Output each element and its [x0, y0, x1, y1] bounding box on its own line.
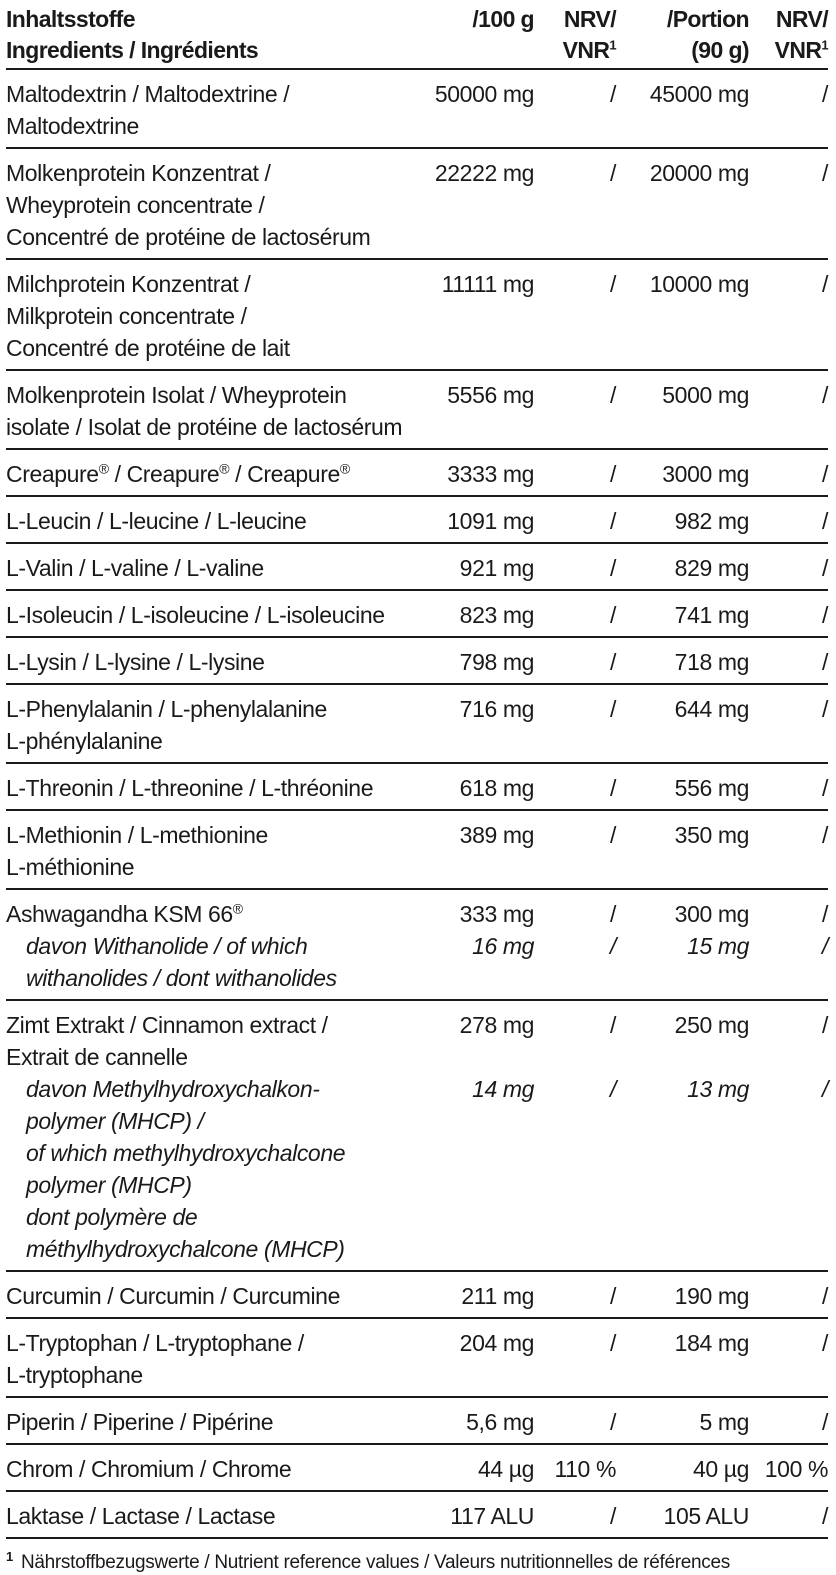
nrv-per-100g — [534, 543, 616, 590]
nrv-per-100g-value: / — [610, 508, 616, 534]
footnote-mark: 1 — [609, 37, 616, 53]
nrv-per-100g — [534, 1271, 616, 1318]
ingredient-name — [6, 1271, 424, 1318]
nrv-per-100g-value: / — [610, 775, 616, 801]
value-per-portion-value: 829 mg — [674, 555, 749, 581]
nrv-per-portion — [749, 449, 828, 496]
footnote-text: Nährstoffbezugswerte / Nutrient reference values / Valeurs nutritionnelles de références — [20, 1552, 730, 1573]
value-per-100g — [424, 637, 534, 684]
nrv-per-portion-value: / — [822, 696, 828, 722]
nrv-per-portion — [749, 1444, 828, 1491]
value-per-100g — [424, 1318, 534, 1397]
header-per-100g — [424, 0, 534, 69]
nrv-per-100g — [534, 148, 616, 259]
table-row — [6, 810, 828, 889]
header-ingredients-en-fr: Ingredients / Ingrédients — [6, 37, 259, 63]
nrv-per-portion-value: / — [822, 382, 828, 408]
value-per-100g-value: 798 mg — [459, 649, 534, 675]
ingredient-name-line: Zimt Extrakt / Cinnamon extract / — [6, 1012, 328, 1038]
value-per-100g-value: 50000 mg — [434, 81, 534, 107]
ingredients-table — [6, 0, 828, 1539]
value-per-portion-value: 15 mg — [687, 933, 749, 959]
value-per-portion — [616, 1491, 749, 1538]
ingredient-name-line: Extrait de cannelle — [6, 1044, 188, 1070]
table-row — [6, 889, 828, 1000]
header-vnr-label: VNR — [774, 37, 822, 63]
footnote-mark: 1 — [6, 1548, 13, 1564]
table-row — [6, 763, 828, 810]
value-per-portion-value: 300 mg — [674, 901, 749, 927]
value-per-portion — [616, 684, 749, 763]
value-per-portion — [616, 1000, 749, 1271]
nrv-per-portion-value: / — [822, 555, 828, 581]
value-per-portion-value — [616, 1041, 749, 1073]
value-per-100g-value: 117 ALU — [450, 1503, 534, 1529]
ingredients-rows — [6, 69, 828, 1538]
ingredient-name — [6, 1397, 424, 1444]
value-per-portion — [616, 1397, 749, 1444]
nrv-per-100g — [534, 1397, 616, 1444]
nrv-per-portion-value: / — [822, 822, 828, 848]
ingredient-name-line: Maltodextrin / Maltodextrine / — [6, 81, 290, 107]
ingredient-name — [6, 763, 424, 810]
value-per-100g — [424, 590, 534, 637]
value-per-portion-value: 350 mg — [674, 822, 749, 848]
nrv-per-portion — [749, 1397, 828, 1444]
nrv-per-portion — [749, 889, 828, 1000]
value-per-portion-value: 184 mg — [674, 1330, 749, 1356]
nrv-per-portion-value: / — [822, 461, 828, 487]
ingredient-name-line: L-Lysin / L-lysine / L-lysine — [6, 649, 265, 675]
ingredient-name — [6, 496, 424, 543]
ingredient-name-line: L-méthionine — [6, 854, 135, 880]
nrv-per-portion — [749, 1491, 828, 1538]
nrv-per-portion-value: / — [822, 602, 828, 628]
value-per-portion-value: 250 mg — [674, 1012, 749, 1038]
ingredient-name-line: L-phénylalanine — [6, 728, 163, 754]
value-per-100g-value: 44 µg — [477, 1456, 534, 1482]
nrv-per-100g-value: / — [610, 602, 616, 628]
value-per-100g-value: 278 mg — [459, 1012, 534, 1038]
ingredient-name-line: isolate / Isolat de protéine de lactosérum — [6, 414, 403, 440]
table-row — [6, 1318, 828, 1397]
nrv-per-portion-value: / — [822, 1503, 828, 1529]
value-per-portion-value: 741 mg — [674, 602, 749, 628]
value-per-100g — [424, 69, 534, 148]
nrv-per-portion — [749, 810, 828, 889]
nrv-per-portion-value: / — [822, 508, 828, 534]
table-row — [6, 449, 828, 496]
ingredient-name — [6, 889, 424, 1000]
value-per-portion — [616, 69, 749, 148]
value-per-100g — [424, 370, 534, 449]
ingredient-name-line: Maltodextrine — [6, 113, 139, 139]
nrv-per-portion — [749, 1271, 828, 1318]
ingredient-name — [6, 449, 424, 496]
table-row — [6, 1271, 828, 1318]
nrv-per-portion — [749, 148, 828, 259]
table-row — [6, 1444, 828, 1491]
value-per-100g — [424, 1397, 534, 1444]
ingredient-name — [6, 637, 424, 684]
nrv-per-portion — [749, 763, 828, 810]
value-per-portion — [616, 259, 749, 370]
ingredient-subcomponent-line: withanolides / dont withanolides — [26, 965, 337, 991]
nrv-per-100g-value: / — [610, 1409, 616, 1435]
nrv-per-100g-value: / — [610, 901, 616, 927]
nrv-per-portion-value: / — [822, 901, 828, 927]
ingredient-name-line: Curcumin / Curcumin / Curcumine — [6, 1283, 340, 1309]
value-per-portion — [616, 889, 749, 1000]
value-per-100g — [424, 449, 534, 496]
nrv-per-portion-value: / — [822, 649, 828, 675]
nrv-per-100g-value: / — [610, 1330, 616, 1356]
value-per-100g-value: 921 mg — [459, 555, 534, 581]
ingredient-name — [6, 259, 424, 370]
nrv-per-100g-value: / — [610, 1503, 616, 1529]
value-per-100g — [424, 148, 534, 259]
value-per-portion-value: 556 mg — [674, 775, 749, 801]
value-per-portion-value: 10000 mg — [649, 271, 749, 297]
nrv-per-100g-value: / — [610, 271, 616, 297]
table-row — [6, 637, 828, 684]
header-ingredients — [6, 0, 424, 69]
table-row — [6, 259, 828, 370]
ingredient-name-line: L-Threonin / L-threonine / L-thréonine — [6, 775, 374, 801]
footnote-mark: 1 — [821, 37, 828, 53]
value-per-100g — [424, 1271, 534, 1318]
value-per-portion-value: 45000 mg — [649, 81, 749, 107]
ingredient-subcomponent-line: dont polymère de méthylhydroxychalcone (MHCP) — [26, 1204, 345, 1262]
header-per-portion — [616, 0, 749, 69]
value-per-100g — [424, 1444, 534, 1491]
nrv-per-100g-value: / — [610, 1012, 616, 1038]
value-per-100g — [424, 259, 534, 370]
value-per-100g — [424, 763, 534, 810]
value-per-100g-value — [424, 1041, 534, 1073]
value-per-portion — [616, 637, 749, 684]
value-per-100g-value: 1091 mg — [447, 508, 534, 534]
nrv-per-portion — [749, 543, 828, 590]
nrv-per-100g — [534, 684, 616, 763]
nrv-per-100g — [534, 69, 616, 148]
value-per-portion-value: 40 µg — [692, 1456, 749, 1482]
ingredient-name — [6, 543, 424, 590]
header-nrv-label: NRV/ — [775, 6, 828, 32]
ingredient-name-line: Molkenprotein Isolat / Wheyprotein — [6, 382, 347, 408]
table-row — [6, 590, 828, 637]
nrv-per-portion — [749, 259, 828, 370]
nrv-per-100g-value: / — [610, 382, 616, 408]
nrv-per-100g — [534, 810, 616, 889]
nrv-per-portion-value — [749, 1041, 828, 1073]
value-per-100g — [424, 889, 534, 1000]
header-vnr-label: VNR — [562, 37, 610, 63]
nrv-per-portion — [749, 1000, 828, 1271]
table-row — [6, 69, 828, 148]
table-row — [6, 543, 828, 590]
value-per-portion — [616, 543, 749, 590]
nrv-per-100g — [534, 763, 616, 810]
value-per-portion-value: 190 mg — [674, 1283, 749, 1309]
value-per-portion — [616, 763, 749, 810]
nrv-per-portion — [749, 637, 828, 684]
value-per-100g-value: 211 mg — [461, 1283, 534, 1309]
ingredient-name-line: L-Leucin / L-leucine / L-leucine — [6, 508, 307, 534]
ingredient-name — [6, 148, 424, 259]
value-per-portion — [616, 148, 749, 259]
ingredient-name-line: L-tryptophane — [6, 1362, 143, 1388]
value-per-portion-value: 13 mg — [687, 1076, 749, 1102]
nrv-per-100g-value: / — [610, 822, 616, 848]
ingredient-name — [6, 810, 424, 889]
ingredient-name-line: Milkprotein concentrate / — [6, 303, 247, 329]
ingredient-name — [6, 1491, 424, 1538]
table-header-row — [6, 0, 828, 69]
value-per-100g — [424, 810, 534, 889]
value-per-portion — [616, 590, 749, 637]
ingredient-name-line: Molkenprotein Konzentrat / — [6, 160, 271, 186]
value-per-100g-value: 5556 mg — [447, 382, 534, 408]
value-per-portion-value: 718 mg — [674, 649, 749, 675]
value-per-100g — [424, 543, 534, 590]
value-per-100g — [424, 1000, 534, 1271]
nrv-per-100g — [534, 1318, 616, 1397]
value-per-portion-value: 982 mg — [674, 508, 749, 534]
footnote — [6, 1539, 828, 1575]
value-per-100g — [424, 496, 534, 543]
ingredient-name — [6, 1444, 424, 1491]
nrv-per-100g — [534, 449, 616, 496]
nrv-per-portion-value: / — [822, 1076, 828, 1102]
table-row — [6, 148, 828, 259]
ingredient-name-line: L-Valin / L-valine / L-valine — [6, 555, 264, 581]
ingredient-name-line: Ashwagandha KSM 66® — [6, 900, 243, 927]
nrv-per-100g — [534, 889, 616, 1000]
nrv-per-portion-value: / — [822, 775, 828, 801]
value-per-100g — [424, 1491, 534, 1538]
nrv-per-100g — [534, 259, 616, 370]
nrv-per-100g-value: / — [610, 649, 616, 675]
nrv-per-portion-value: 100 % — [764, 1456, 828, 1482]
ingredient-name — [6, 1000, 424, 1271]
nrv-per-100g-value: / — [610, 160, 616, 186]
nrv-per-100g-value: / — [610, 933, 616, 959]
ingredient-name-line: L-Phenylalanin / L-phenylalanine — [6, 696, 327, 722]
value-per-portion — [616, 1271, 749, 1318]
value-per-portion — [616, 810, 749, 889]
table-row — [6, 370, 828, 449]
nrv-per-100g — [534, 637, 616, 684]
nrv-per-portion — [749, 684, 828, 763]
ingredient-subcomponent-line: of which methylhydroxychalcone polymer (MHCP) — [26, 1140, 346, 1198]
nrv-per-100g-value: / — [610, 461, 616, 487]
value-per-100g-value: 11111 mg — [441, 271, 534, 297]
ingredient-name-line: Chrom / Chromium / Chrome — [6, 1456, 292, 1482]
value-per-portion-value: 105 ALU — [663, 1503, 749, 1529]
nrv-per-portion-value: / — [822, 1330, 828, 1356]
nrv-per-100g — [534, 1000, 616, 1271]
header-nrv-portion — [749, 0, 828, 69]
header-portion-label: /Portion — [666, 6, 749, 32]
nrv-per-100g — [534, 590, 616, 637]
value-per-portion — [616, 449, 749, 496]
header-ingredients-de: Inhaltsstoffe — [6, 6, 135, 32]
nrv-per-portion — [749, 370, 828, 449]
header-portion-size: (90 g) — [691, 37, 749, 63]
nrv-per-100g-value: / — [610, 1283, 616, 1309]
value-per-100g-value: 5,6 mg — [466, 1409, 534, 1435]
value-per-portion-value: 5 mg — [699, 1409, 749, 1435]
nrv-per-portion-value: / — [822, 271, 828, 297]
table-row — [6, 496, 828, 543]
value-per-portion — [616, 496, 749, 543]
ingredient-name — [6, 69, 424, 148]
ingredient-name-line: L-Isoleucin / L-isoleucine / L-isoleucine — [6, 602, 385, 628]
nrv-per-portion-value: / — [822, 160, 828, 186]
ingredient-name-line: Creapure® / Creapure® / Creapure® — [6, 460, 350, 487]
value-per-portion-value: 5000 mg — [662, 382, 749, 408]
ingredient-name-line: Laktase / Lactase / Lactase — [6, 1503, 276, 1529]
nrv-per-portion-value: / — [822, 933, 828, 959]
header-nrv-100g — [534, 0, 616, 69]
table-row — [6, 684, 828, 763]
nrv-per-100g-value — [534, 1041, 616, 1073]
ingredient-name — [6, 684, 424, 763]
nrv-per-100g-value: / — [610, 696, 616, 722]
nrv-per-portion — [749, 496, 828, 543]
nrv-per-portion-value: / — [822, 1283, 828, 1309]
header-per-100g-label: /100 g — [472, 6, 534, 32]
nrv-per-portion-value: / — [822, 81, 828, 107]
ingredient-name-line: Concentré de protéine de lactosérum — [6, 224, 371, 250]
value-per-100g-value: 204 mg — [459, 1330, 534, 1356]
nrv-per-100g-value: / — [610, 1076, 616, 1102]
value-per-100g — [424, 684, 534, 763]
table-row — [6, 1000, 828, 1271]
nrv-per-portion-value: / — [822, 1012, 828, 1038]
ingredient-name-line: Wheyprotein concentrate / — [6, 192, 265, 218]
nrv-per-100g-value: / — [610, 555, 616, 581]
nrv-per-100g — [534, 496, 616, 543]
ingredient-subcomponent-line: davon Withanolide / of which — [26, 933, 308, 959]
ingredient-name — [6, 370, 424, 449]
nrv-per-100g — [534, 1491, 616, 1538]
nrv-per-portion — [749, 590, 828, 637]
ingredient-name-line: L-Methionin / L-methionine — [6, 822, 268, 848]
nrv-per-100g — [534, 370, 616, 449]
table-row — [6, 1491, 828, 1538]
ingredient-name-line: L-Tryptophan / L-tryptophane / — [6, 1330, 304, 1356]
ingredient-subcomponent-line: polymer (MHCP) / — [26, 1108, 204, 1134]
ingredient-name-line: Piperin / Piperine / Pipérine — [6, 1409, 274, 1435]
table-row — [6, 1397, 828, 1444]
ingredient-name — [6, 1318, 424, 1397]
value-per-100g-value: 16 mg — [472, 933, 534, 959]
value-per-100g-value: 3333 mg — [447, 461, 534, 487]
value-per-100g-value: 823 mg — [459, 602, 534, 628]
nrv-per-portion — [749, 69, 828, 148]
value-per-portion-value: 3000 mg — [662, 461, 749, 487]
value-per-100g-value: 618 mg — [459, 775, 534, 801]
value-per-100g-value: 716 mg — [459, 696, 534, 722]
header-nrv-label: NRV/ — [563, 6, 616, 32]
nrv-per-portion-value: / — [822, 1409, 828, 1435]
nrv-per-100g — [534, 1444, 616, 1491]
nrv-per-100g-value: / — [610, 81, 616, 107]
ingredient-name — [6, 590, 424, 637]
ingredient-subcomponent-line: davon Methylhydroxychalkon- — [26, 1076, 320, 1102]
value-per-portion — [616, 1444, 749, 1491]
nrv-per-100g-value: 110 % — [554, 1456, 616, 1482]
value-per-100g-value: 22222 mg — [434, 160, 534, 186]
value-per-portion — [616, 1318, 749, 1397]
value-per-portion-value: 20000 mg — [649, 160, 749, 186]
value-per-100g-value: 333 mg — [459, 901, 534, 927]
value-per-portion-value: 644 mg — [674, 696, 749, 722]
ingredient-name-line: Milchprotein Konzentrat / — [6, 271, 251, 297]
nrv-per-portion — [749, 1318, 828, 1397]
ingredient-name-line: Concentré de protéine de lait — [6, 335, 290, 361]
value-per-100g-value: 14 mg — [472, 1076, 534, 1102]
value-per-100g-value: 389 mg — [459, 822, 534, 848]
value-per-portion — [616, 370, 749, 449]
